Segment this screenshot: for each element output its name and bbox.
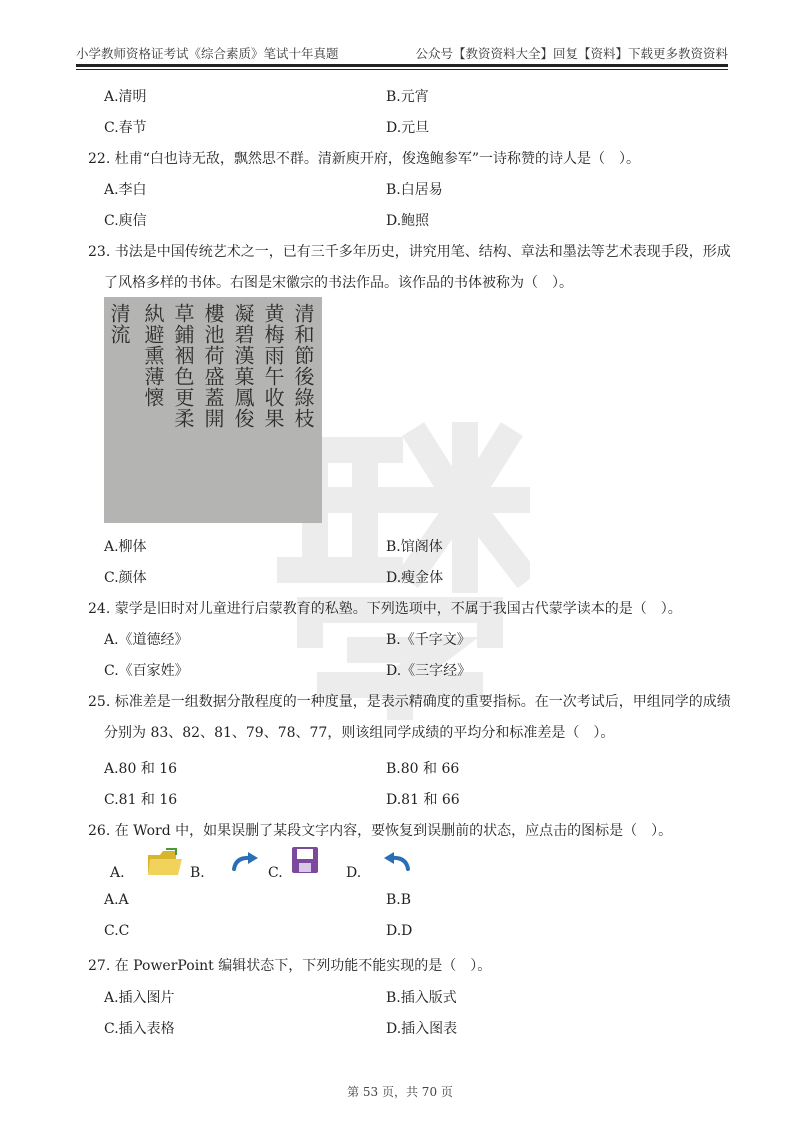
q26-option-a: A.A [104, 892, 129, 908]
q27-option-a: A.插入图片 [104, 990, 175, 1006]
q24-stem: 24. 蒙学是旧时对儿童进行启蒙教育的私塾。下列选项中，不属于我国古代蒙学读本的是（ ）。 [88, 601, 682, 617]
q26-option-d: D.D [386, 923, 413, 939]
q25-stem-line1: 25. 标准差是一组数据分散程度的一种度量，是表示精确度的重要指标。在一次考试后，甲组同学的成绩 [88, 694, 731, 710]
q24-option-d: D.《三字经》 [386, 663, 472, 679]
undo-icon [380, 851, 412, 873]
q21-option-d: D.元旦 [386, 120, 430, 136]
page-number: 第 53 页，共 70 页 [347, 1085, 453, 1099]
q23-option-c: C.颜体 [104, 570, 147, 586]
redo-icon [230, 851, 262, 873]
calligraphy-image: 清和節後綠枝 黄梅雨午收果 凝碧漢菓鳳俊 樓池荷盛蓋開 草鋪裀色更柔 紈避熏薄懷 清流 [104, 297, 322, 523]
q24-option-b: B.《千字文》 [386, 632, 471, 648]
q26-stem: 26. 在 Word 中，如果误删了某段文字内容，要恢复到误删前的状态，应点击的图标是（ ）。 [88, 823, 673, 839]
q26-icon-label-a: A. [110, 865, 125, 881]
q23-stem-line1: 23. 书法是中国传统艺术之一，已有三千多年历史，讲究用笔、结构、章法和墨法等艺术表现手段，形成 [88, 244, 731, 260]
q27-option-d: D.插入图表 [386, 1021, 458, 1037]
q24-option-c: C.《百家姓》 [104, 663, 189, 679]
save-icon [290, 845, 320, 875]
q22-option-a: A.李白 [104, 182, 147, 198]
q26-option-b: B.B [386, 892, 412, 908]
q24-option-a: A.《道德经》 [104, 632, 189, 648]
q21-option-b: B.元宵 [386, 89, 429, 105]
header-rule-thin [76, 69, 728, 70]
header-rule [76, 64, 728, 67]
q22-option-d: D.鲍照 [386, 213, 430, 229]
q21-option-a: A.清明 [104, 89, 147, 105]
q22-stem: 22. 杜甫“白也诗无敌，飘然思不群。清新庾开府，俊逸鲍参军”一诗称赞的诗人是（ ）。 [88, 151, 641, 167]
q25-option-d: D.81 和 66 [386, 792, 460, 808]
q27-stem: 27. 在 PowerPoint 编辑状态下，下列功能不能实现的是（ ）。 [88, 958, 492, 974]
header-promo: 公众号【教资资料大全】回复【资料】下载更多教资资料 [415, 46, 728, 61]
q25-stem-line2: 分别为 83、82、81、79、78、77，则该组同学成绩的平均分和标准差是（ ）。 [104, 725, 615, 741]
q23-stem-line2: 了风格多样的书体。右图是宋徽宗的书法作品。该作品的书体被称为（ ）。 [104, 275, 573, 291]
q25-option-a: A.80 和 16 [104, 761, 178, 777]
open-folder-icon [146, 847, 184, 877]
q27-option-b: B.插入版式 [386, 990, 457, 1006]
q26-icon-label-b: B. [190, 865, 205, 881]
q22-option-b: B.白居易 [386, 182, 443, 198]
q26-icon-label-c: C. [268, 865, 283, 881]
q26-option-c: C.C [104, 923, 130, 939]
header-title: 小学教师资格证考试《综合素质》笔试十年真题 [76, 46, 339, 61]
q21-option-c: C.春节 [104, 120, 147, 136]
q23-option-b: B.馆阁体 [386, 539, 443, 555]
q27-option-c: C.插入表格 [104, 1021, 175, 1037]
q25-option-b: B.80 和 66 [386, 761, 460, 777]
q22-option-c: C.庾信 [104, 213, 147, 229]
q25-option-c: C.81 和 16 [104, 792, 178, 808]
q23-option-a: A.柳体 [104, 539, 147, 555]
q26-icon-label-d: D. [346, 865, 362, 881]
q26-icon-choices [104, 845, 504, 885]
q23-option-d: D.瘦金体 [386, 570, 444, 586]
page-header [76, 44, 728, 62]
